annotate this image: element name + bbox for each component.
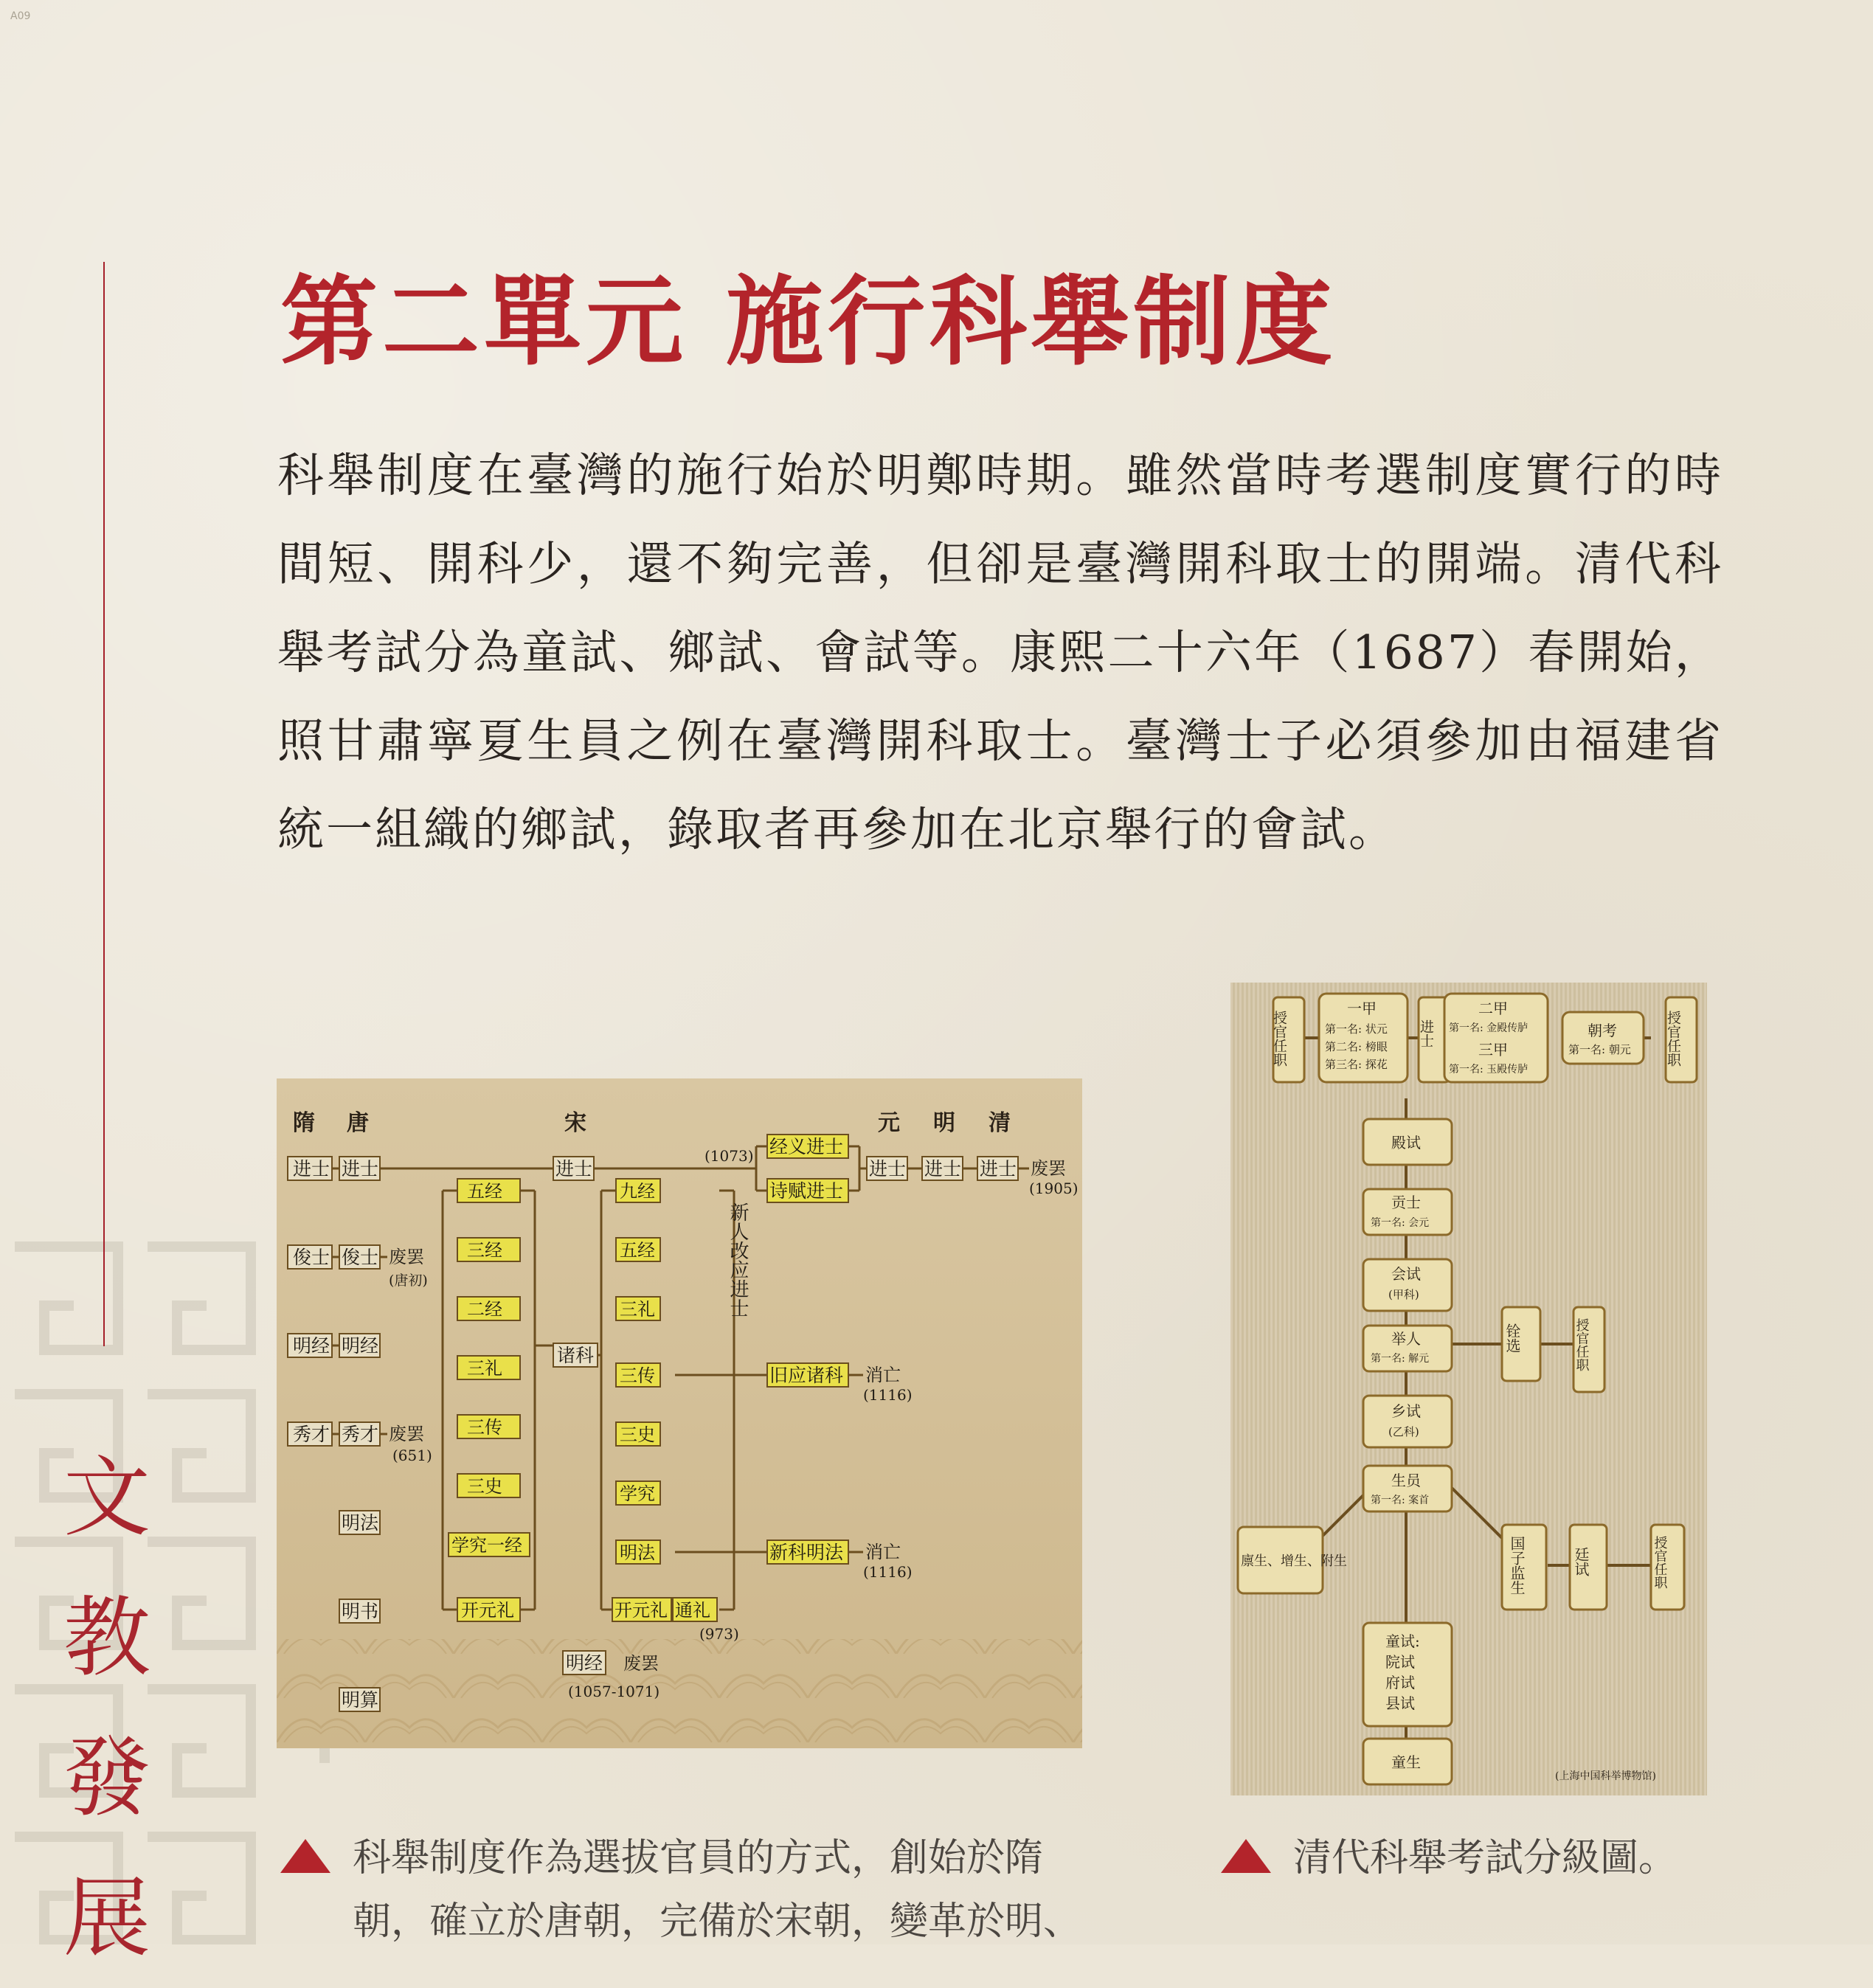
qing-exam-hierarchy-diagram [1230, 983, 1707, 1795]
song-jinshi: 进士 [555, 1158, 593, 1180]
erjia-line: 第一名: 金殿传胪 [1449, 1022, 1528, 1034]
right-figure-caption [1221, 1826, 1811, 1890]
body-paragraph: 科舉制度在臺灣的施行始於明鄭時期。雖然當時考選制度實行的時間短、開科少，還不夠完善，但卻是臺灣開科取士的開端。清代科舉考試分為童試、鄉試、會試等。康熙二十六年（1687）春開始，照甘肅寧夏生員之例在臺灣開科取士。臺灣士子必須參加由福建省統一組織的鄉試，錄取者再參加在北京舉行的會試。 [277, 448, 1723, 856]
juren: 举人 [1391, 1330, 1421, 1348]
left-figure-caption [280, 1826, 1099, 1953]
tongsheng: 童生 [1391, 1753, 1421, 1771]
sui-item: 俊士 [293, 1247, 330, 1268]
group2-item: 学究 [620, 1483, 655, 1504]
tongshi-line: 县试 [1385, 1694, 1415, 1712]
erjia-title: 二甲 [1478, 1000, 1508, 1017]
xiangshi-sub: (乙科) [1388, 1425, 1419, 1438]
jingyi-jinshi: 经义进士 [769, 1136, 844, 1157]
tang-item: 俊士 [342, 1247, 379, 1268]
tongshi-line: 院试 [1385, 1653, 1415, 1671]
tang-item: 进士 [342, 1158, 379, 1180]
group2-bottom-item: 通礼 [675, 1600, 710, 1621]
note-xinren: 新人改应进士 [727, 1202, 749, 1317]
tongshi-line: 府试 [1385, 1674, 1415, 1691]
shifu-jinshi: 诗赋进士 [769, 1180, 844, 1202]
note-xiaowang: 消亡 [865, 1365, 901, 1385]
side-title-char: 展 [63, 1867, 150, 1969]
group2-item: 三传 [620, 1365, 655, 1386]
note-year-1905: (1905) [1029, 1180, 1079, 1197]
shouguan-mid: 授官任职 [1573, 1318, 1590, 1371]
shengyuan: 生员 [1391, 1472, 1421, 1489]
quanxuan: 铨选 [1503, 1323, 1521, 1353]
caption-triangle-icon [280, 1839, 330, 1873]
header-yuan: 元 [878, 1110, 900, 1136]
tang-item: 明法 [342, 1512, 379, 1534]
dianshi: 殿试 [1391, 1134, 1421, 1151]
ymq-jinshi: 进士 [924, 1158, 962, 1180]
header-qing: 清 [989, 1110, 1011, 1136]
group1-item: 开元礼 [461, 1600, 514, 1621]
huishi: 会试 [1391, 1265, 1421, 1283]
note-junshi-time: (唐初) [389, 1272, 428, 1289]
sanjia-line: 第一名: 玉殿传胪 [1449, 1064, 1528, 1076]
yijia-title: 一甲 [1347, 1000, 1377, 1017]
yijia-line: 第一名: 状元 [1325, 1022, 1388, 1036]
note-xiaowang: 消亡 [865, 1542, 901, 1562]
side-title-char: 發 [63, 1727, 150, 1829]
header-sui: 隋 [293, 1110, 315, 1136]
note-xiucai-year: (651) [392, 1447, 432, 1464]
tang-item: 明书 [342, 1601, 379, 1622]
juren-sub: 第一名: 解元 [1371, 1353, 1430, 1365]
group1-item: 五经 [467, 1181, 502, 1202]
group2-item: 三礼 [620, 1299, 655, 1320]
linsheng: 廪生、增生、附生 [1241, 1554, 1347, 1569]
group2-item: 五经 [620, 1240, 655, 1261]
yijia-line: 第三名: 探花 [1325, 1058, 1388, 1071]
song-zhuke: 诸科 [557, 1345, 595, 1366]
chaokao-line: 第一名: 朝元 [1568, 1043, 1631, 1056]
tang-item: 明算 [342, 1689, 379, 1711]
note-xiucai-abolished: 废罢 [389, 1424, 424, 1444]
figure-credit: (上海中国科举博物馆) [1555, 1770, 1656, 1782]
song-mingjing: 明经 [566, 1652, 603, 1674]
header-ming: 明 [933, 1110, 955, 1136]
jinshi-top: 进士 [1418, 1019, 1434, 1047]
sui-item: 进士 [293, 1158, 330, 1180]
note-year-1116: (1116) [863, 1386, 913, 1404]
jiuying-zhuke: 旧应诸科 [769, 1365, 844, 1386]
shouguan-top-right: 授官任职 [1665, 1011, 1681, 1067]
note-year-973: (973) [699, 1625, 739, 1643]
page-title: 第二單元 施行科舉制度 [280, 265, 1337, 379]
vertical-accent-line [103, 262, 105, 1346]
yijia-line: 第二名: 榜眼 [1325, 1040, 1388, 1053]
header-tang: 唐 [347, 1110, 369, 1136]
gongshi: 贡士 [1391, 1194, 1421, 1211]
tang-item: 明经 [342, 1335, 379, 1357]
note-year-1073: (1073) [704, 1147, 754, 1165]
note-final-abolished: 废罢 [1031, 1158, 1066, 1179]
sanjia-title: 三甲 [1478, 1041, 1508, 1059]
gongshi-sub: 第一名: 会元 [1371, 1217, 1430, 1229]
shouguan-top-left: 授官任职 [1271, 1011, 1287, 1067]
guozijian: 国子监生 [1508, 1536, 1526, 1595]
huishi-sub: (甲科) [1388, 1288, 1419, 1301]
group1-item: 学究一经 [451, 1535, 522, 1556]
group1-item: 三史 [467, 1476, 502, 1497]
ymq-jinshi: 进士 [980, 1158, 1017, 1180]
group1-item: 三礼 [467, 1358, 502, 1379]
tongshi-line: 童试: [1385, 1632, 1420, 1650]
side-title-char: 文 [63, 1447, 150, 1548]
side-title-char: 教 [63, 1587, 150, 1689]
group1-item: 三经 [467, 1240, 502, 1261]
ymq-jinshi: 进士 [869, 1158, 907, 1180]
side-title [52, 1427, 162, 1988]
group2-bottom-item: 开元礼 [614, 1600, 668, 1621]
left-caption-line2: 朝，確立於唐朝，完備於宋朝，變革於明、 [353, 1899, 1082, 1944]
group2-item: 三史 [620, 1424, 655, 1445]
left-caption-line1: 科舉制度作為選拔官員的方式，創始於隋 [353, 1836, 1044, 1880]
xinke-mingfa: 新科明法 [769, 1542, 844, 1563]
group1-item: 二经 [467, 1299, 502, 1320]
caption-triangle-icon [1221, 1839, 1271, 1873]
header-song: 宋 [564, 1110, 586, 1136]
tingshi: 廷试 [1572, 1547, 1590, 1576]
note-year-1057: (1057-1071) [568, 1683, 660, 1700]
group2-item: 明法 [620, 1542, 655, 1563]
note-junshi-abolished: 废罢 [389, 1247, 424, 1267]
sui-item: 秀才 [293, 1424, 330, 1445]
right-caption-text: 清代科舉考試分級圖。 [1293, 1836, 1678, 1880]
subjects-evolution-svg [277, 1078, 1082, 1748]
sui-item: 明经 [293, 1335, 330, 1357]
shouguan-bottom: 授官任职 [1652, 1536, 1668, 1589]
subjects-evolution-diagram [277, 1078, 1082, 1748]
qing-exam-hierarchy-svg [1230, 983, 1707, 1795]
page-id: A09 [10, 10, 31, 22]
chaokao-title: 朝考 [1588, 1022, 1617, 1039]
group2-item: 九经 [620, 1181, 655, 1202]
note-year-1116: (1116) [863, 1563, 913, 1581]
group1-item: 三传 [467, 1417, 502, 1438]
shengyuan-sub: 第一名: 案首 [1371, 1495, 1430, 1506]
xiangshi: 乡试 [1391, 1402, 1421, 1420]
tang-item: 秀才 [342, 1424, 379, 1445]
note-mingjing-abolished: 废罢 [623, 1653, 659, 1674]
